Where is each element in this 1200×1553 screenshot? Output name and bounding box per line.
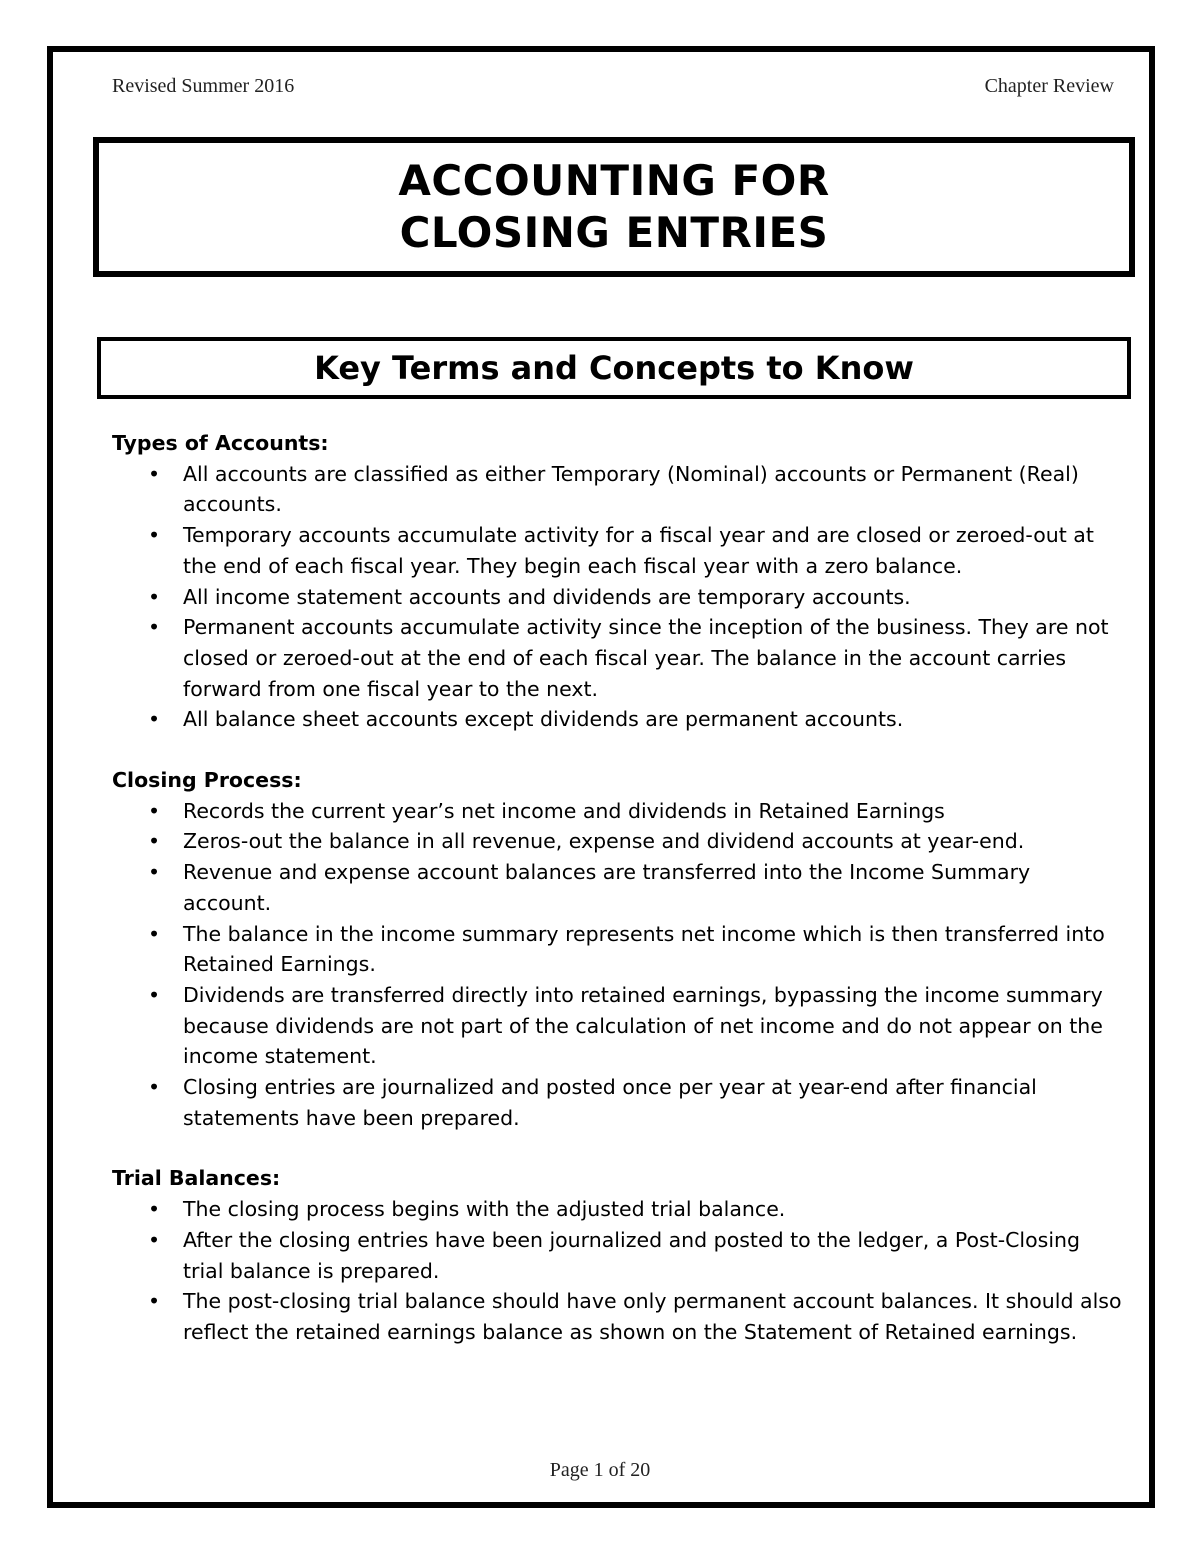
list-item: • The balance in the income summary represents net income which is then transferred into Retained Earnings. [112, 919, 1122, 980]
document-body [112, 428, 1122, 1378]
list-item: • All accounts are classified as either Temporary (Nominal) accounts or Permanent (Real) accounts. [112, 459, 1122, 520]
page-number: Page 1 of 20 [549, 1459, 651, 1481]
title-line-1: ACCOUNTING FOR [398, 156, 830, 205]
section-heading: Types of Accounts: [112, 431, 329, 455]
list-item: • Permanent accounts accumulate activity since the inception of the business. They are not closed or zeroed-out at the end of each fiscal year. The balance in the account carries forward from one fiscal year to the next. [112, 612, 1122, 704]
header-revision-date: Revised Summer 2016 [112, 75, 295, 97]
list-item: • Zeros-out the balance in all revenue, expense and dividend accounts at year-end. [112, 826, 1122, 857]
section-heading: Closing Process: [112, 768, 302, 793]
list-item: • Revenue and expense account balances are transferred into the Income Summary account. [112, 857, 1122, 918]
list-item: • The closing process begins with the adjusted trial balance. [112, 1194, 1122, 1225]
list-item: • After the closing entries have been journalized and posted to the ledger, a Post-Closing trial balance is prepared. [112, 1225, 1122, 1286]
title-line-2: CLOSING ENTRIES [399, 208, 829, 257]
list-item: • The post-closing trial balance should have only permanent account balances. It should also reflect the retained earnings balance as shown on the Statement of Retained earnings. [112, 1286, 1122, 1347]
bullet-list [112, 459, 1122, 735]
section-title: Key Terms and Concepts to Know [314, 349, 914, 387]
bullet-list [112, 1194, 1122, 1348]
section-types-of-accounts [112, 428, 1122, 735]
list-item: • Records the current year’s net income and dividends in Retained Earnings [112, 796, 1122, 827]
section-heading: Trial Balances: [112, 1166, 281, 1191]
list-item: • All income statement accounts and dividends are temporary accounts. [112, 582, 1122, 613]
list-item: • Dividends are transferred directly into retained earnings, bypassing the income summary because dividends are not part of the calculation of net income and do not appear on the income statement. [112, 980, 1122, 1072]
subtitle-box [97, 337, 1131, 399]
list-item: • Closing entries are journalized and posted once per year at year-end after financial statements have been prepared. [112, 1072, 1122, 1133]
header-chapter-label: Chapter Review [984, 75, 1114, 97]
list-item: • Temporary accounts accumulate activity for a fiscal year and are closed or zeroed-out at the end of each fiscal year. They begin each fiscal year with a zero balance. [112, 520, 1122, 581]
section-closing-process [112, 765, 1122, 1133]
bullet-list [112, 796, 1122, 1134]
list-item: • All balance sheet accounts except dividends are permanent accounts. [112, 704, 1122, 735]
section-trial-balances [112, 1163, 1122, 1347]
title-box [93, 137, 1135, 277]
